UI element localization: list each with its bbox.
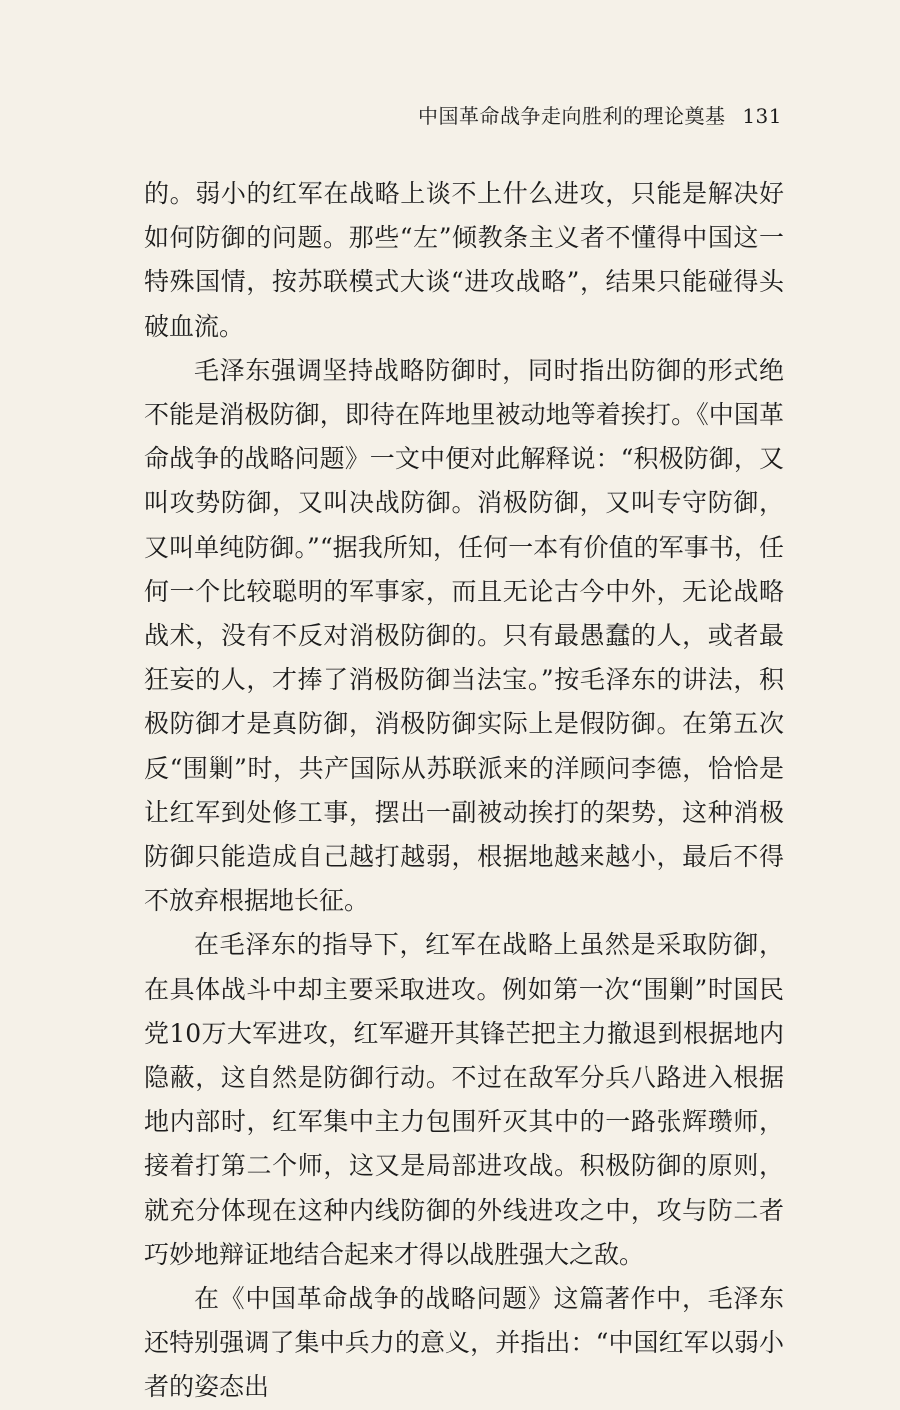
chapter-title: 中国革命战争走向胜利的理论奠基: [417, 104, 726, 128]
paragraph: 在毛泽东的指导下，红军在战略上虽然是采取防御，在具体战斗中却主要采取进攻。例如第一次“围剿”时国民党10万大军进攻，红军避开其锋芒把主力撤退到根据地内隐蔽，这自然是防御行动。不过在敌军分兵八路进入根据地内部时，红军集中主力包围歼灭其中的一路张辉瓒师，接着打第二个师，这又是局部进攻战。积极防御的原则，就充分体现在这种内线防御的外线进攻之中，攻与防二者巧妙地辩证地结合起来才得以战胜强大之敌。: [144, 930, 784, 1269]
running-header: [418, 100, 782, 129]
paragraph: 毛泽东强调坚持战略防御时，同时指出防御的形式绝不能是消极防御，即待在阵地里被动地等着挨打。《中国革命战争的战略问题》一文中便对此解释说：“积极防御，又叫攻势防御，又叫决战防御。消极防御，又叫专守防御，又叫单纯防御。”“据我所知，任何一本有价值的军事书，任何一个比较聪明的军事家，而且无论古今中外，无论战略战术，没有不反对消极防御的。只有最愚蠢的人，或者最狂妄的人，才捧了消极防御当法宝。”按毛泽东的讲法，积极防御才是真防御，消极防御实际上是假防御。在第五次反“围剿”时，共产国际从苏联派来的洋顾问李德，恰恰是让红军到处修工事，摆出一副被动挨打的架势，这种消极防御只能造成自己越打越弱，根据地越来越小，最后不得不放弃根据地长征。: [144, 355, 784, 916]
page-number: 131: [742, 104, 782, 128]
paragraph: 的。弱小的红军在战略上谈不上什么进攻，只能是解决好如何防御的问题。那些“左”倾教条主义者不懂得中国这一特殊国情，按苏联模式大谈“进攻战略”，结果只能碰得头破血流。: [144, 179, 784, 341]
paragraph: 在《中国革命战争的战略问题》这篇著作中，毛泽东还特别强调了集中兵力的意义，并指出：“中国红军以弱小者的姿态出: [144, 1284, 784, 1402]
body-text: [144, 172, 784, 1410]
